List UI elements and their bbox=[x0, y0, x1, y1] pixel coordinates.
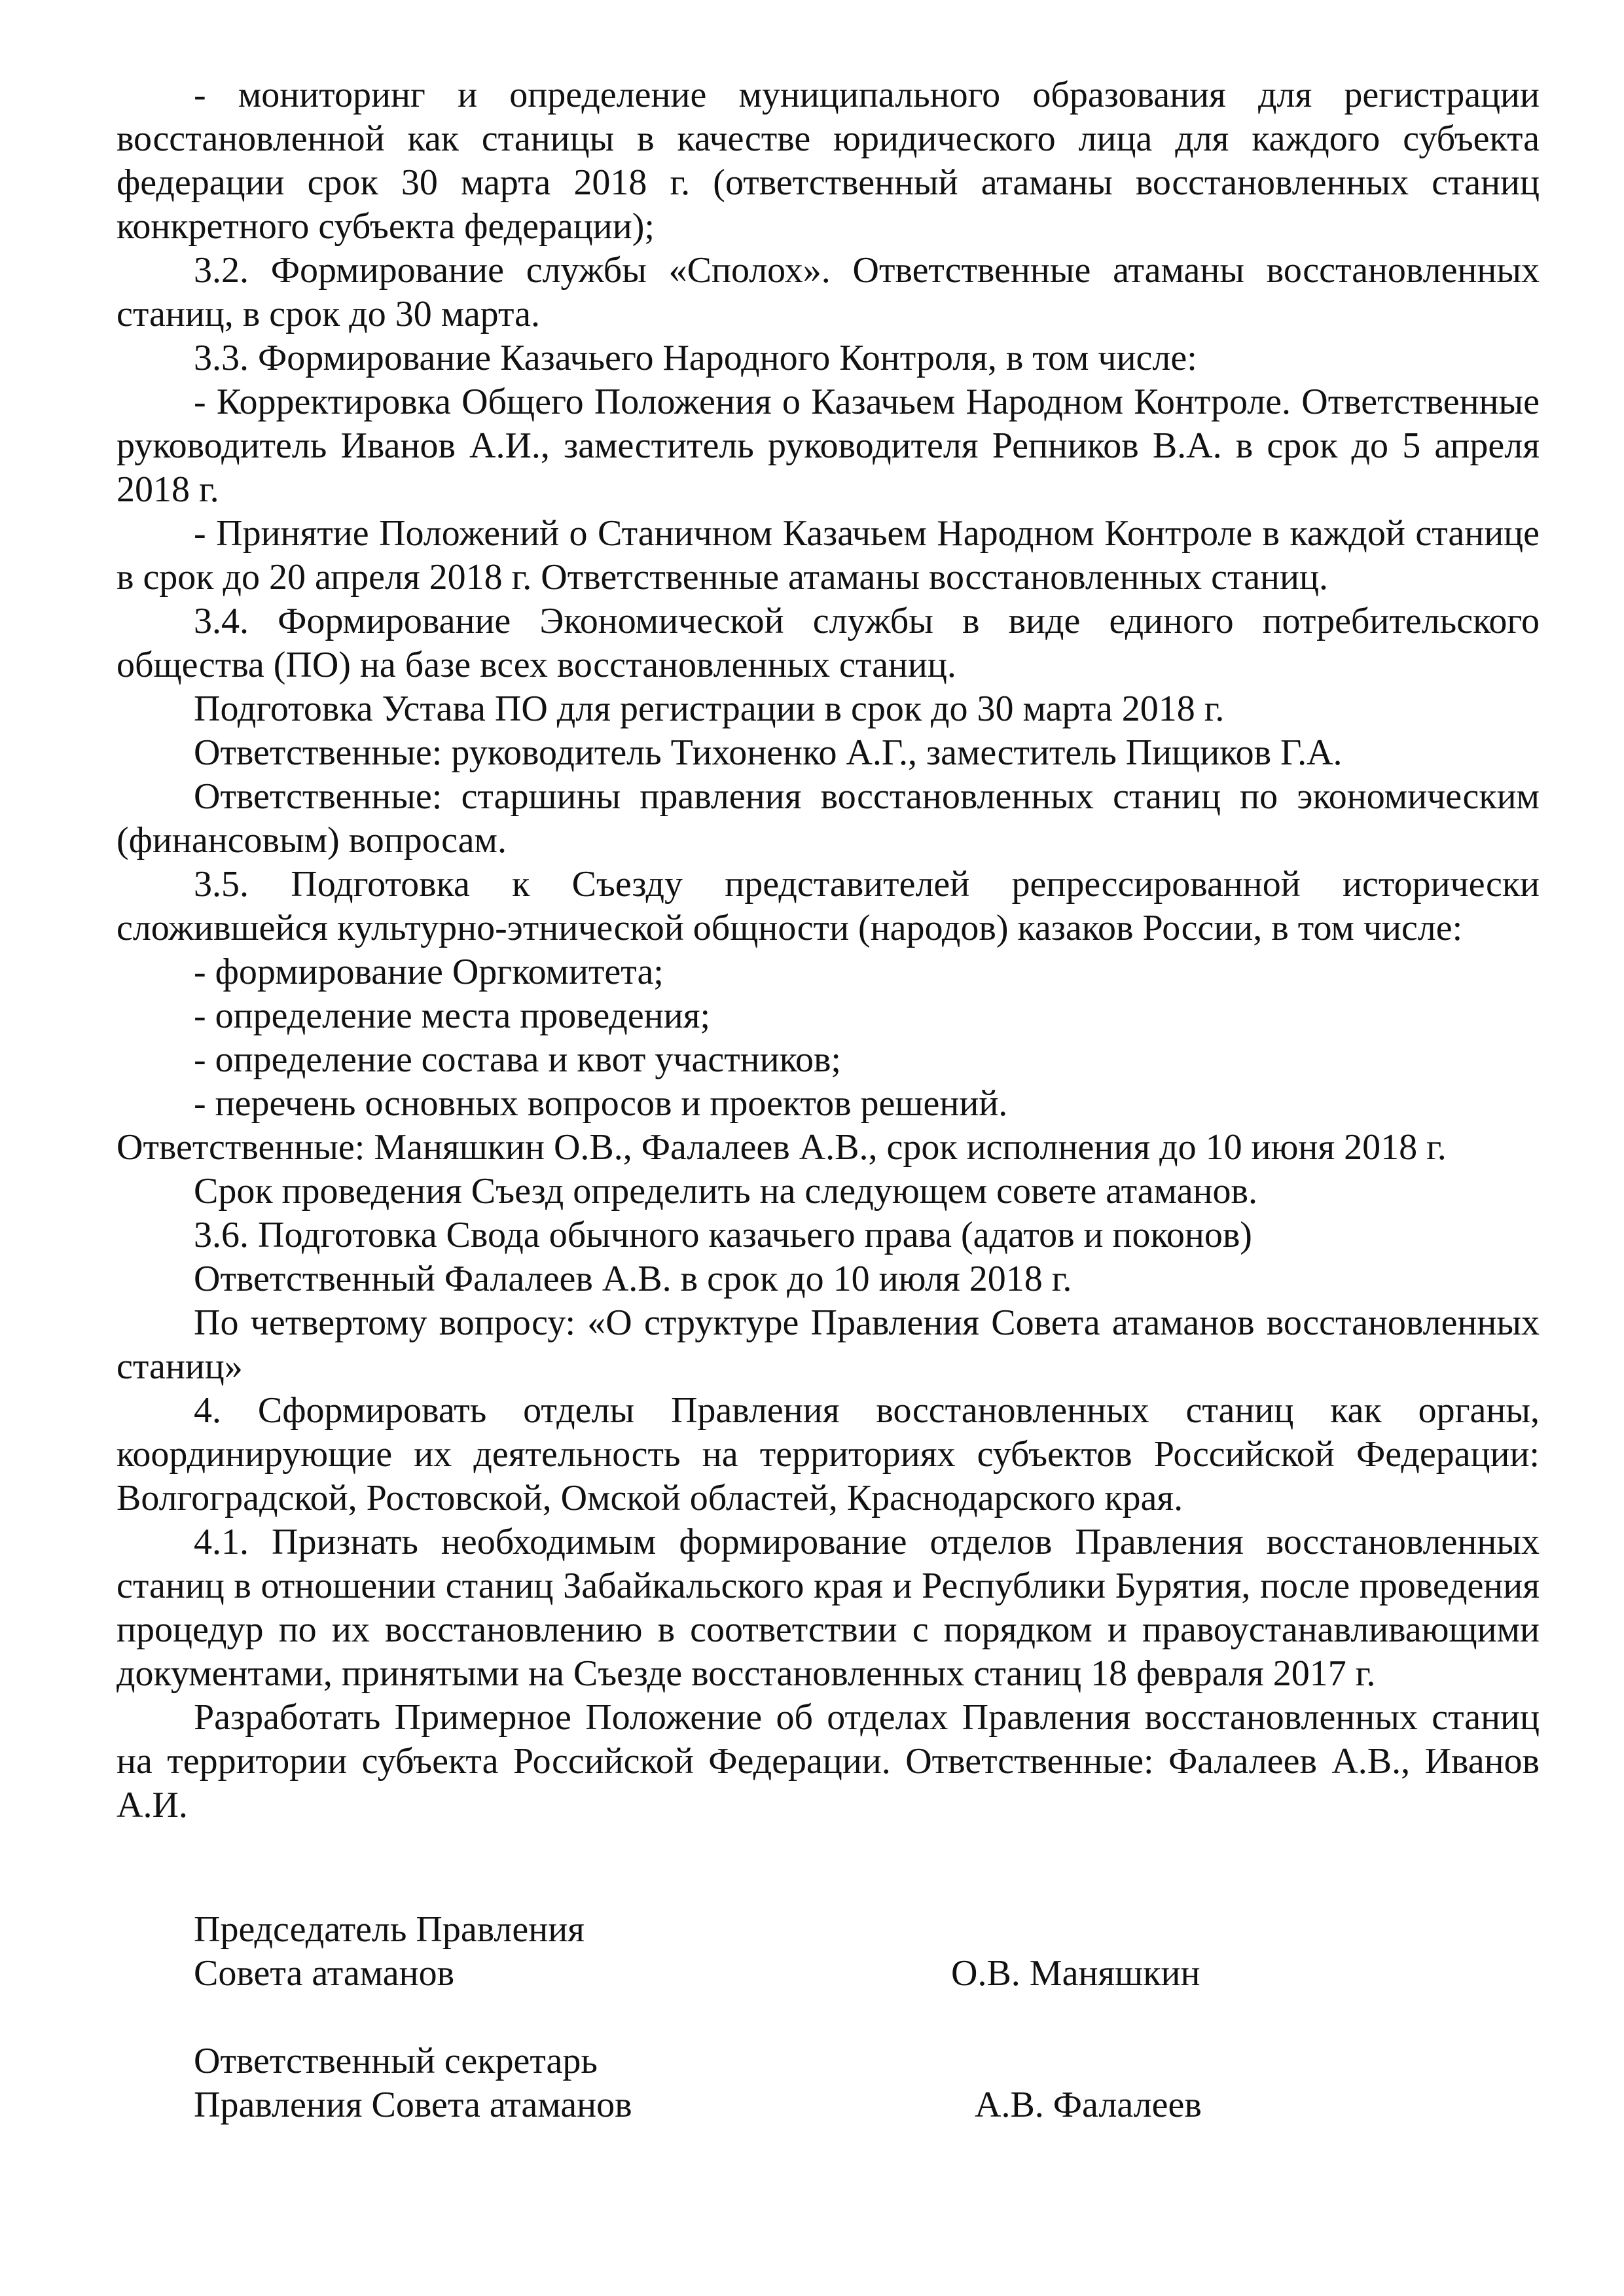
list-item-participants: - определение состава и квот участников; bbox=[194, 1039, 841, 1080]
paragraph-responsible-1: Ответственные: руководитель Тихоненко А.Г., заместитель Пищиков Г.А. bbox=[194, 732, 1343, 773]
list-item-orgcommittee: - формирование Оргкомитета; bbox=[194, 952, 664, 992]
paragraph-3-5: 3.5. Подготовка к Съезду представителей репрессированной исторически сложившейся культурно-этнической общности (народов) казаков России, в том числе: bbox=[117, 864, 1540, 948]
document-body bbox=[117, 73, 1540, 1827]
paragraph-monitoring: - мониторинг и определение муниципального образования для регистрации восстановленной как станицы в качестве юридического лица для каждого субъекта федерации срок 30 марта 2018 г. (ответственный атаманы восстановленных станиц конкретного субъекта федерации); bbox=[117, 75, 1540, 247]
paragraph-3-2: 3.2. Формирование службы «Сполох». Ответственные атаманы восстановленных станиц, в срок до 30 марта. bbox=[117, 250, 1540, 334]
paragraph-congress-date: Срок проведения Съезд определить на следующем совете атаманов. bbox=[194, 1171, 1257, 1211]
signature-chairman bbox=[194, 1908, 1241, 1996]
signature-title-line: Правления Совета атаманов bbox=[194, 2085, 632, 2125]
list-item-venue: - определение места проведения; bbox=[194, 996, 711, 1036]
paragraph-4: 4. Сформировать отделы Правления восстановленных станиц как органы, координирующие их деятельность на территориях субъектов Российской Федерации: Волгоградской, Ростовской, Омской областей, Краснодарского края. bbox=[117, 1390, 1540, 1518]
signature-secretary bbox=[194, 2039, 1241, 2127]
signature-name: А.В. Фалалеев bbox=[975, 2085, 1202, 2125]
signature-title-line: Председатель Правления bbox=[194, 1909, 585, 1950]
signature-name: О.В. Маняшкин bbox=[951, 1953, 1200, 1994]
signature-section bbox=[194, 1908, 1241, 2171]
list-item-agenda: - перечень основных вопросов и проектов решений. bbox=[194, 1083, 1008, 1124]
paragraph-responsible-4: Ответственный Фалалеев А.В. в срок до 10 июля 2018 г. bbox=[194, 1259, 1072, 1299]
paragraph-question-4: По четвертому вопросу: «О структуре Правления Совета атаманов восстановленных станиц» bbox=[117, 1302, 1540, 1387]
paragraph-4-1: 4.1. Признать необходимым формирование отделов Правления восстановленных станиц в отношении станиц Забайкальского края и Республики Бурятия, после проведения процедур по их восстановлению в соответствии с порядком и правоустанавливающими документами, принятыми на Съезде восстановленных станиц 18 февраля 2017 г. bbox=[117, 1522, 1540, 1694]
paragraph-responsible-3: Ответственные: Маняшкин О.В., Фалалеев А.В., срок исполнения до 10 июня 2018 г. bbox=[117, 1127, 1447, 1168]
signature-title-line: Совета атаманов bbox=[194, 1953, 455, 1994]
paragraph-responsible-2: Ответственные: старшины правления восстановленных станиц по экономическим (финансовым) вопросам. bbox=[117, 776, 1540, 861]
paragraph-correction: - Корректировка Общего Положения о Казачьем Народном Контроле. Ответственные руководитель Иванов А.И., заместитель руководителя Репников В.А. в срок до 5 апреля 2018 г. bbox=[117, 382, 1540, 510]
paragraph-3-4: 3.4. Формирование Экономической службы в виде единого потребительского общества (ПО) на базе всех восстановленных станиц. bbox=[117, 601, 1540, 685]
paragraph-adoption: - Принятие Положений о Станичном Казачьем Народном Контроле в каждой станице в срок до 20 апреля 2018 г. Ответственные атаманы восстановленных станиц. bbox=[117, 513, 1540, 598]
paragraph-charter: Подготовка Устава ПО для регистрации в срок до 30 марта 2018 г. bbox=[194, 689, 1225, 729]
paragraph-develop-regulation: Разработать Примерное Положение об отделах Правления восстановленных станиц на территории субъекта Российской Федерации. Ответственные: Фалалеев А.В., Иванов А.И. bbox=[117, 1697, 1540, 1825]
paragraph-3-3: 3.3. Формирование Казачьего Народного Контроля, в том числе: bbox=[194, 338, 1197, 378]
paragraph-3-6: 3.6. Подготовка Свода обычного казачьего права (адатов и поконов) bbox=[194, 1215, 1252, 1255]
signature-title-line: Ответственный секретарь bbox=[194, 2041, 598, 2081]
